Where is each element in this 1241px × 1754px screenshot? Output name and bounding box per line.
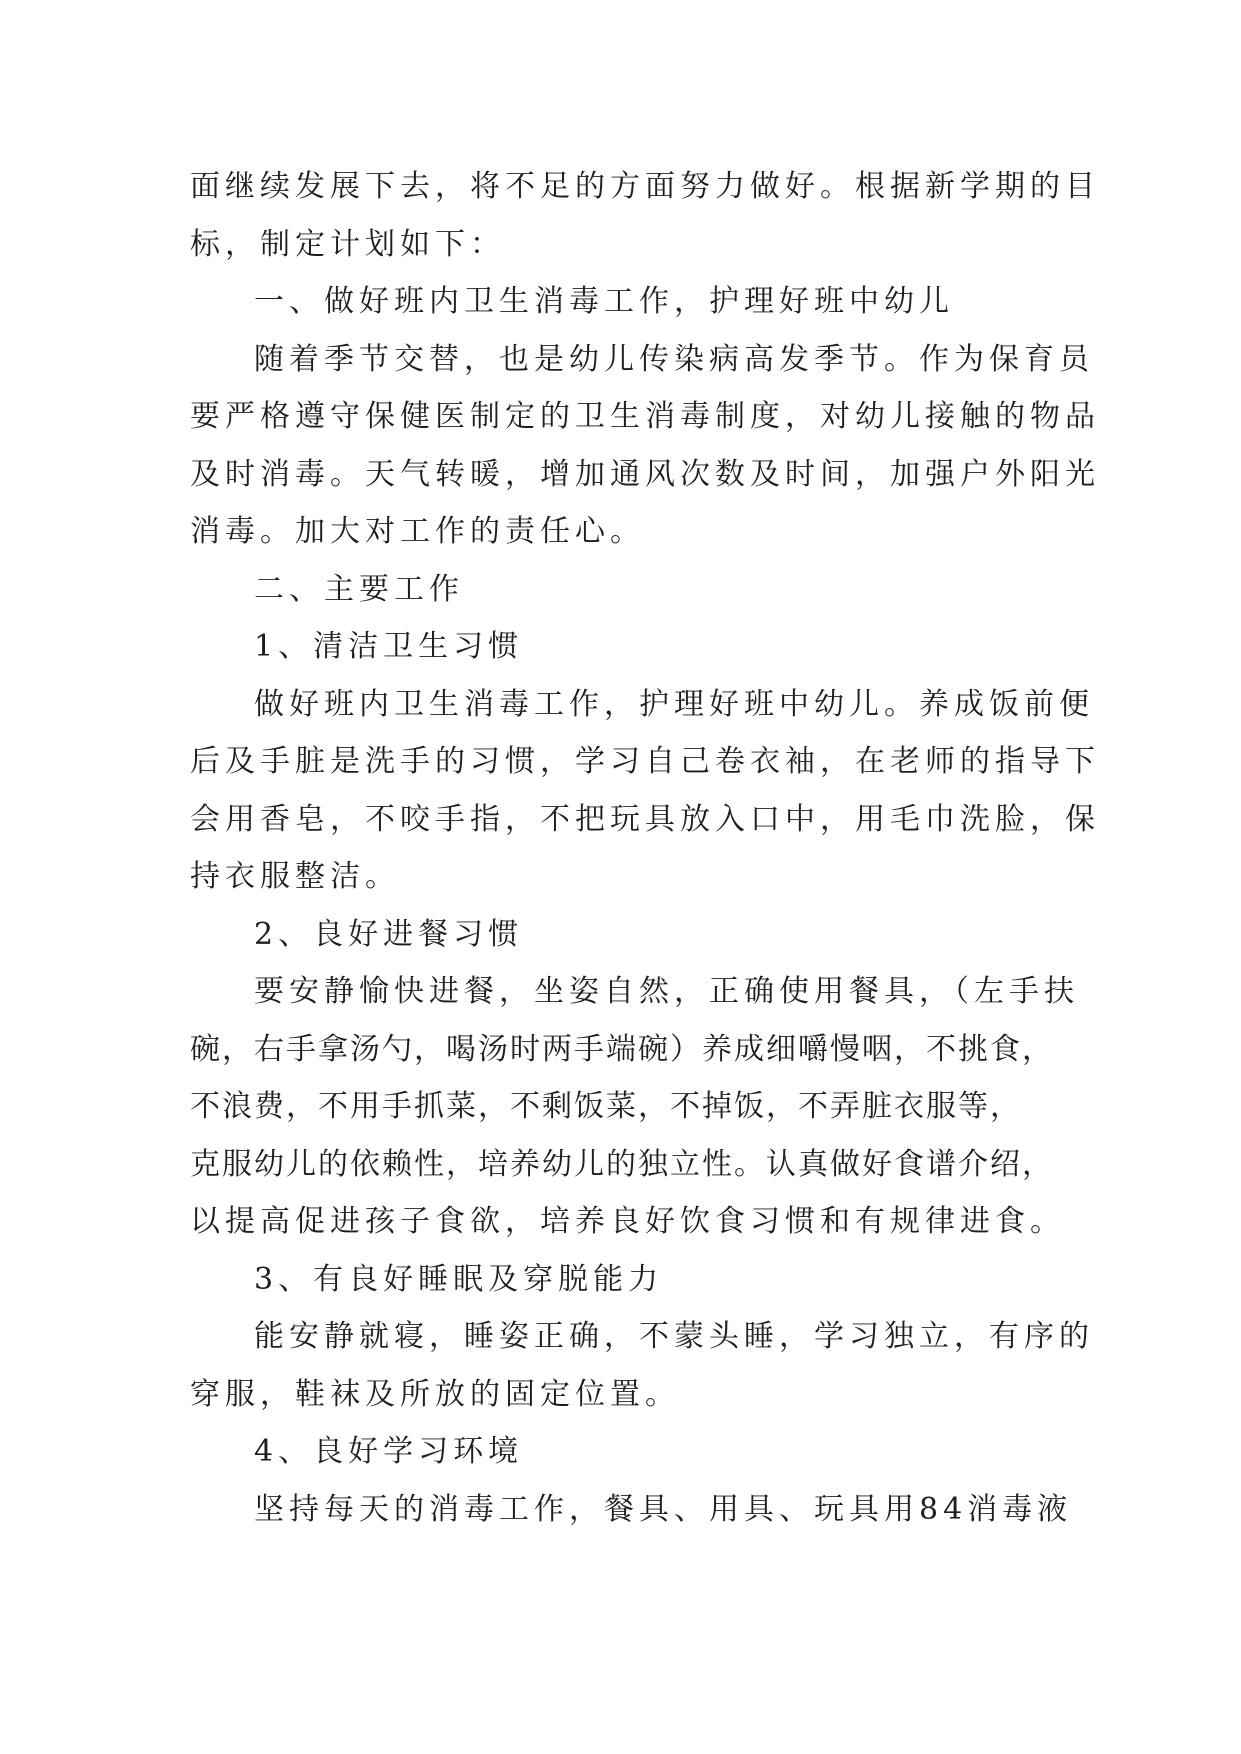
paragraph-line: 标，制定计划如下： xyxy=(190,226,505,262)
paragraph-line: 要严格遵守保健医制定的卫生消毒制度，对幼儿接触的物品 xyxy=(190,399,1100,434)
paragraph-line: 穿服，鞋袜及所放的固定位置。 xyxy=(190,1376,680,1412)
document-body xyxy=(190,158,1100,1538)
paragraph-line: 不浪费，不用手抓菜，不剩饭菜，不掉饭，不弄脏衣服等， xyxy=(190,1089,1022,1124)
subsection-heading: 1、清洁卫生习惯 xyxy=(254,629,524,664)
subsection-heading: 3、有良好睡眠及穿脱能力 xyxy=(254,1261,664,1297)
paragraph-line: 做好班内卫生消毒工作，护理好班中幼儿。养成饭前便 xyxy=(254,686,1094,722)
section-heading: 二、主要工作 xyxy=(254,571,464,607)
paragraph-line: 能安静就寝，睡姿正确，不蒙头睡，学习独立，有序的 xyxy=(254,1319,1094,1354)
paragraph-line: 碗，右手拿汤勺，喝汤时两手端碗）养成细嚼慢咽，不挑食， xyxy=(190,1031,1054,1067)
paragraph-line: 持衣服整洁。 xyxy=(190,859,400,894)
paragraph-line: 要安静愉快进餐，坐姿自然，正确使用餐具，（左手扶 xyxy=(254,974,1079,1009)
section-heading: 一、做好班内卫生消毒工作，护理好班中幼儿 xyxy=(254,284,954,319)
paragraph-line: 会用香皂，不咬手指，不把玩具放入口中，用毛巾洗脸，保 xyxy=(190,801,1100,837)
subsection-heading: 2、良好进餐习惯 xyxy=(254,916,524,952)
paragraph-line: 以提高促进孩子食欲，培养良好饮食习惯和有规律进食。 xyxy=(190,1204,1065,1239)
paragraph-line: 后及手脏是洗手的习惯，学习自己卷衣袖，在老师的指导下 xyxy=(190,744,1100,779)
paragraph-line: 及时消毒。天气转暖，增加通风次数及时间，加强户外阳光 xyxy=(190,456,1100,492)
paragraph-line: 克服幼儿的依赖性，培养幼儿的独立性。认真做好食谱介绍， xyxy=(190,1146,1054,1182)
subsection-heading: 4、良好学习环境 xyxy=(254,1434,524,1469)
paragraph-line: 随着季节交替，也是幼儿传染病高发季节。作为保育员 xyxy=(254,341,1094,377)
paragraph-line: 坚持每天的消毒工作，餐具、用具、玩具用84消毒液 xyxy=(254,1491,1073,1527)
paragraph-line: 面继续发展下去，将不足的方面努力做好。根据新学期的目 xyxy=(190,169,1100,204)
paragraph-line: 消毒。加大对工作的责任心。 xyxy=(190,514,645,549)
